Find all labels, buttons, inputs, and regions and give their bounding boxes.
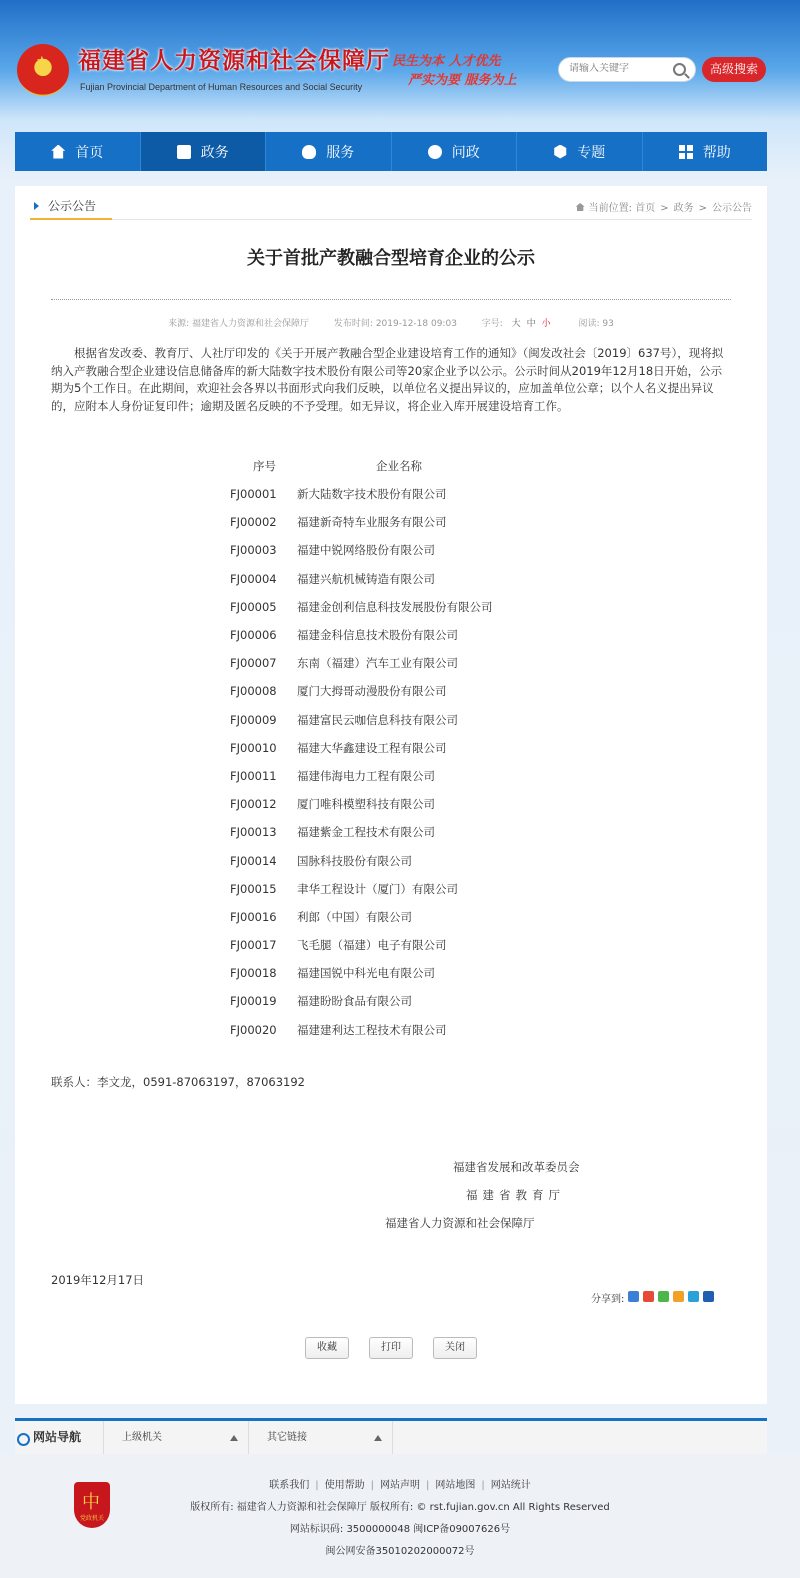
breadcrumb-separator: > bbox=[698, 203, 707, 214]
footer-site-nav bbox=[15, 1418, 767, 1454]
search-input[interactable] bbox=[569, 63, 669, 74]
signer-education-department: 福建省教育厅 bbox=[466, 1188, 565, 1202]
table-row bbox=[225, 762, 557, 790]
site-title[interactable]: 福建省人力资源和社会保障厅 bbox=[78, 47, 390, 74]
content-panel bbox=[15, 186, 767, 1404]
badge-char: 中 bbox=[82, 1492, 100, 1513]
print-button[interactable]: 打印 bbox=[369, 1337, 413, 1359]
share-bar bbox=[591, 1290, 714, 1305]
site-subtitle: Fujian Provincial Department of Human Resources and Social Security bbox=[80, 82, 363, 92]
footer-separator: | bbox=[370, 1480, 374, 1491]
company-number: FJ00013 bbox=[230, 825, 277, 840]
company-number: FJ00003 bbox=[230, 543, 277, 558]
table-row bbox=[225, 677, 557, 705]
company-number: FJ00002 bbox=[230, 515, 277, 530]
company-number: FJ00016 bbox=[230, 909, 277, 924]
nav-label: 服务 bbox=[326, 144, 355, 161]
nav-item-home[interactable] bbox=[15, 132, 141, 171]
table-header-row bbox=[225, 452, 557, 480]
font-size-label: 字号: bbox=[481, 319, 503, 329]
table-row bbox=[225, 706, 557, 734]
other-links-dropdown[interactable] bbox=[248, 1421, 393, 1454]
home-icon bbox=[51, 145, 65, 159]
table-row bbox=[225, 846, 557, 874]
footer-link-contact[interactable]: 联系我们 bbox=[269, 1480, 310, 1491]
nav-label: 帮助 bbox=[702, 144, 731, 161]
company-name: 福建新奇特车业服务有限公司 bbox=[297, 515, 447, 530]
caret-up-icon bbox=[374, 1435, 382, 1441]
footer-site-id: 网站标识码: 3500000048 闽ICP备09007626号 bbox=[289, 1524, 511, 1535]
renren-share-icon[interactable] bbox=[673, 1291, 684, 1302]
weibo-share-icon[interactable] bbox=[643, 1291, 654, 1302]
grid-icon bbox=[679, 145, 693, 159]
slogan-line-2: 严实为要 服务为上 bbox=[408, 73, 517, 88]
document-icon bbox=[177, 145, 191, 159]
search-box[interactable] bbox=[558, 57, 696, 82]
company-number: FJ00009 bbox=[230, 712, 277, 727]
company-number: FJ00012 bbox=[230, 797, 277, 812]
footer-link-help[interactable]: 使用帮助 bbox=[324, 1480, 365, 1491]
table-row bbox=[225, 649, 557, 677]
company-number: FJ00004 bbox=[230, 571, 277, 586]
section-bar bbox=[30, 196, 752, 220]
company-number: FJ00008 bbox=[230, 684, 277, 699]
nav-item-help[interactable] bbox=[643, 132, 768, 171]
article-sign-date: 2019年12月17日 bbox=[51, 1273, 145, 1287]
close-button[interactable]: 关闭 bbox=[433, 1337, 477, 1359]
company-number: FJ00006 bbox=[230, 628, 277, 643]
footer-separator: | bbox=[481, 1480, 485, 1491]
tencent-share-icon[interactable] bbox=[688, 1291, 699, 1302]
article-date: 发布时间: 2019-12-18 09:03 bbox=[333, 319, 457, 329]
company-name: 新大陆数字技术股份有限公司 bbox=[297, 487, 447, 502]
font-size-medium[interactable]: 中 bbox=[526, 319, 536, 329]
breadcrumb-separator: > bbox=[660, 203, 669, 214]
breadcrumb-prefix: 当前位置: bbox=[588, 203, 633, 214]
company-number: FJ00005 bbox=[230, 599, 277, 614]
footer-police-record: 闽公网安备35010202000072号 bbox=[325, 1546, 475, 1557]
company-name: 福建盼盼食品有限公司 bbox=[297, 994, 412, 1009]
breadcrumb bbox=[576, 199, 752, 214]
dropdown-label: 其它链接 bbox=[267, 1432, 307, 1443]
footer-links bbox=[0, 1476, 800, 1491]
font-size-large[interactable]: 大 bbox=[511, 319, 521, 329]
company-number: FJ00020 bbox=[230, 1022, 277, 1037]
slogan bbox=[392, 52, 517, 90]
advanced-search-button[interactable]: 高级搜索 bbox=[702, 57, 766, 82]
company-name: 福建金科信息技术股份有限公司 bbox=[297, 628, 458, 643]
company-name: 国脉科技股份有限公司 bbox=[297, 853, 412, 868]
table-row bbox=[225, 536, 557, 564]
company-rows bbox=[225, 480, 557, 1044]
breadcrumb-link[interactable]: 公示公告 bbox=[712, 203, 752, 214]
company-name: 福建紫金工程技术有限公司 bbox=[297, 825, 435, 840]
table-row bbox=[225, 931, 557, 959]
share-icons bbox=[624, 1291, 714, 1305]
table-row bbox=[225, 593, 557, 621]
search-icon[interactable] bbox=[673, 63, 686, 76]
article-actions bbox=[15, 1337, 767, 1359]
nav-item-inquiry[interactable] bbox=[392, 132, 518, 171]
table-row bbox=[225, 987, 557, 1015]
qzone-share-icon[interactable] bbox=[628, 1291, 639, 1302]
nav-label: 政务 bbox=[200, 144, 229, 161]
table-row bbox=[225, 790, 557, 818]
font-size-small[interactable]: 小 bbox=[541, 319, 551, 329]
signer-hrss-department: 福建省人力资源和社会保障厅 bbox=[385, 1216, 535, 1230]
signer-development-commission: 福建省发展和改革委员会 bbox=[453, 1160, 580, 1174]
table-row bbox=[225, 1016, 557, 1044]
company-name: 福建兴航机械铸造有限公司 bbox=[297, 571, 435, 586]
article-title: 关于首批产教融合型培育企业的公示 bbox=[247, 248, 535, 269]
table-row bbox=[225, 903, 557, 931]
column-header-number: 序号 bbox=[253, 459, 276, 473]
dropdown-label: 上级机关 bbox=[122, 1432, 162, 1443]
company-name: 福建建利达工程技术有限公司 bbox=[297, 1022, 447, 1037]
chat-icon bbox=[428, 145, 442, 159]
company-name: 福建大华鑫建设工程有限公司 bbox=[297, 740, 447, 755]
nav-label: 问政 bbox=[451, 144, 480, 161]
nav-label: 首页 bbox=[75, 144, 104, 161]
footer-copyright: 版权所有: 福建省人力资源和社会保障厅 版权所有: © rst.fujian.gov.cn All Rights Reserved bbox=[190, 1502, 610, 1513]
breadcrumb-link[interactable]: 首页 bbox=[635, 203, 656, 214]
gear-icon bbox=[553, 145, 567, 159]
table-row bbox=[225, 875, 557, 903]
nav-item-affairs[interactable] bbox=[141, 132, 267, 171]
slogan-line-1: 民生为本 人才优先 bbox=[392, 54, 501, 69]
table-row bbox=[225, 621, 557, 649]
company-name: 东南（福建）汽车工业有限公司 bbox=[297, 656, 458, 671]
company-name: 福建伟海电力工程有限公司 bbox=[297, 768, 435, 783]
article-source: 来源: 福建省人力资源和社会保障厅 bbox=[168, 319, 310, 329]
people-share-icon[interactable] bbox=[703, 1291, 714, 1302]
table-row bbox=[225, 508, 557, 536]
company-name: 福建富民云咖信息科技有限公司 bbox=[297, 712, 458, 727]
article-views: 阅读: 93 bbox=[578, 319, 614, 329]
company-number: FJ00014 bbox=[230, 853, 277, 868]
company-name: 厦门唯科模塑科技有限公司 bbox=[297, 797, 435, 812]
article-body: 根据省发改委、教育厅、人社厅印发的《关于开展产教融合型企业建设培育工作的通知》（闽发改社会〔2019〕637号），现将拟纳入产教融合型企业建设信息储备库的新大陆数字技术股份有限公司等20家企业予以公示。公示时间从2019年12月18日开始，公示期为5个工作日。在此期间，欢迎社会各界以书面形式向我们反映，以单位名义提出异议的，应加盖单位公章；以个人名义提出异议的，应附本人身份证复印件；逾期及匿名反映的不予受理。如无异议，将企业入库开展建设培育工作。 bbox=[51, 346, 724, 413]
company-name: 福建国锐中科光电有限公司 bbox=[297, 966, 435, 981]
favorite-button[interactable]: 收藏 bbox=[305, 1337, 349, 1359]
table-row bbox=[225, 818, 557, 846]
site-header bbox=[0, 0, 800, 132]
company-name: 福建中锐网络股份有限公司 bbox=[297, 543, 435, 558]
nav-item-topics[interactable] bbox=[517, 132, 643, 171]
company-number: FJ00001 bbox=[230, 487, 277, 502]
caret-up-icon bbox=[230, 1435, 238, 1441]
company-name: 聿华工程设计（厦门）有限公司 bbox=[297, 881, 458, 896]
table-row bbox=[225, 734, 557, 762]
company-table bbox=[225, 452, 557, 1044]
article-meta bbox=[15, 316, 767, 329]
wechat-share-icon[interactable] bbox=[658, 1291, 669, 1302]
table-row bbox=[225, 565, 557, 593]
hand-icon bbox=[302, 145, 316, 159]
column-header-company: 企业名称 bbox=[376, 459, 422, 473]
site-nav-title: 网站导航 bbox=[15, 1421, 81, 1454]
breadcrumb-home-icon bbox=[576, 203, 585, 211]
badge-text: 党政机关 bbox=[79, 1515, 104, 1522]
table-row bbox=[225, 480, 557, 508]
company-number: FJ00018 bbox=[230, 966, 277, 981]
company-name: 飞毛腿（福建）电子有限公司 bbox=[297, 938, 447, 953]
footer-separator: | bbox=[426, 1480, 430, 1491]
company-number: FJ00007 bbox=[230, 656, 277, 671]
national-emblem-icon: ★ bbox=[17, 44, 69, 96]
share-label: 分享到: bbox=[591, 1294, 625, 1305]
table-row bbox=[225, 959, 557, 987]
title-divider bbox=[51, 299, 731, 300]
breadcrumb-link[interactable]: 政务 bbox=[673, 203, 694, 214]
company-name: 厦门大拇哥动漫股份有限公司 bbox=[297, 684, 447, 699]
company-number: FJ00011 bbox=[230, 768, 277, 783]
company-number: FJ00010 bbox=[230, 740, 277, 755]
section-tab[interactable]: 公示公告 bbox=[30, 196, 112, 220]
footer-link-stats[interactable]: 网站统计 bbox=[490, 1480, 531, 1491]
footer-link-statement[interactable]: 网站声明 bbox=[380, 1480, 420, 1491]
site-footer bbox=[0, 1454, 800, 1578]
footer-link-sitemap[interactable]: 网站地图 bbox=[435, 1480, 476, 1491]
nav-label: 专题 bbox=[577, 144, 606, 161]
superior-agencies-dropdown[interactable] bbox=[103, 1421, 248, 1454]
company-name: 福建金创利信息科技发展股份有限公司 bbox=[297, 599, 493, 614]
contact-info: 联系人：李文龙，0591-87063197，87063192 bbox=[51, 1075, 305, 1089]
company-number: FJ00019 bbox=[230, 994, 277, 1009]
company-number: FJ00017 bbox=[230, 938, 277, 953]
font-size-control bbox=[482, 319, 557, 329]
company-number: FJ00015 bbox=[230, 881, 277, 896]
footer-separator: | bbox=[315, 1480, 319, 1491]
nav-item-service[interactable] bbox=[266, 132, 392, 171]
main-nav bbox=[15, 132, 767, 171]
company-name: 利郎（中国）有限公司 bbox=[297, 909, 412, 924]
